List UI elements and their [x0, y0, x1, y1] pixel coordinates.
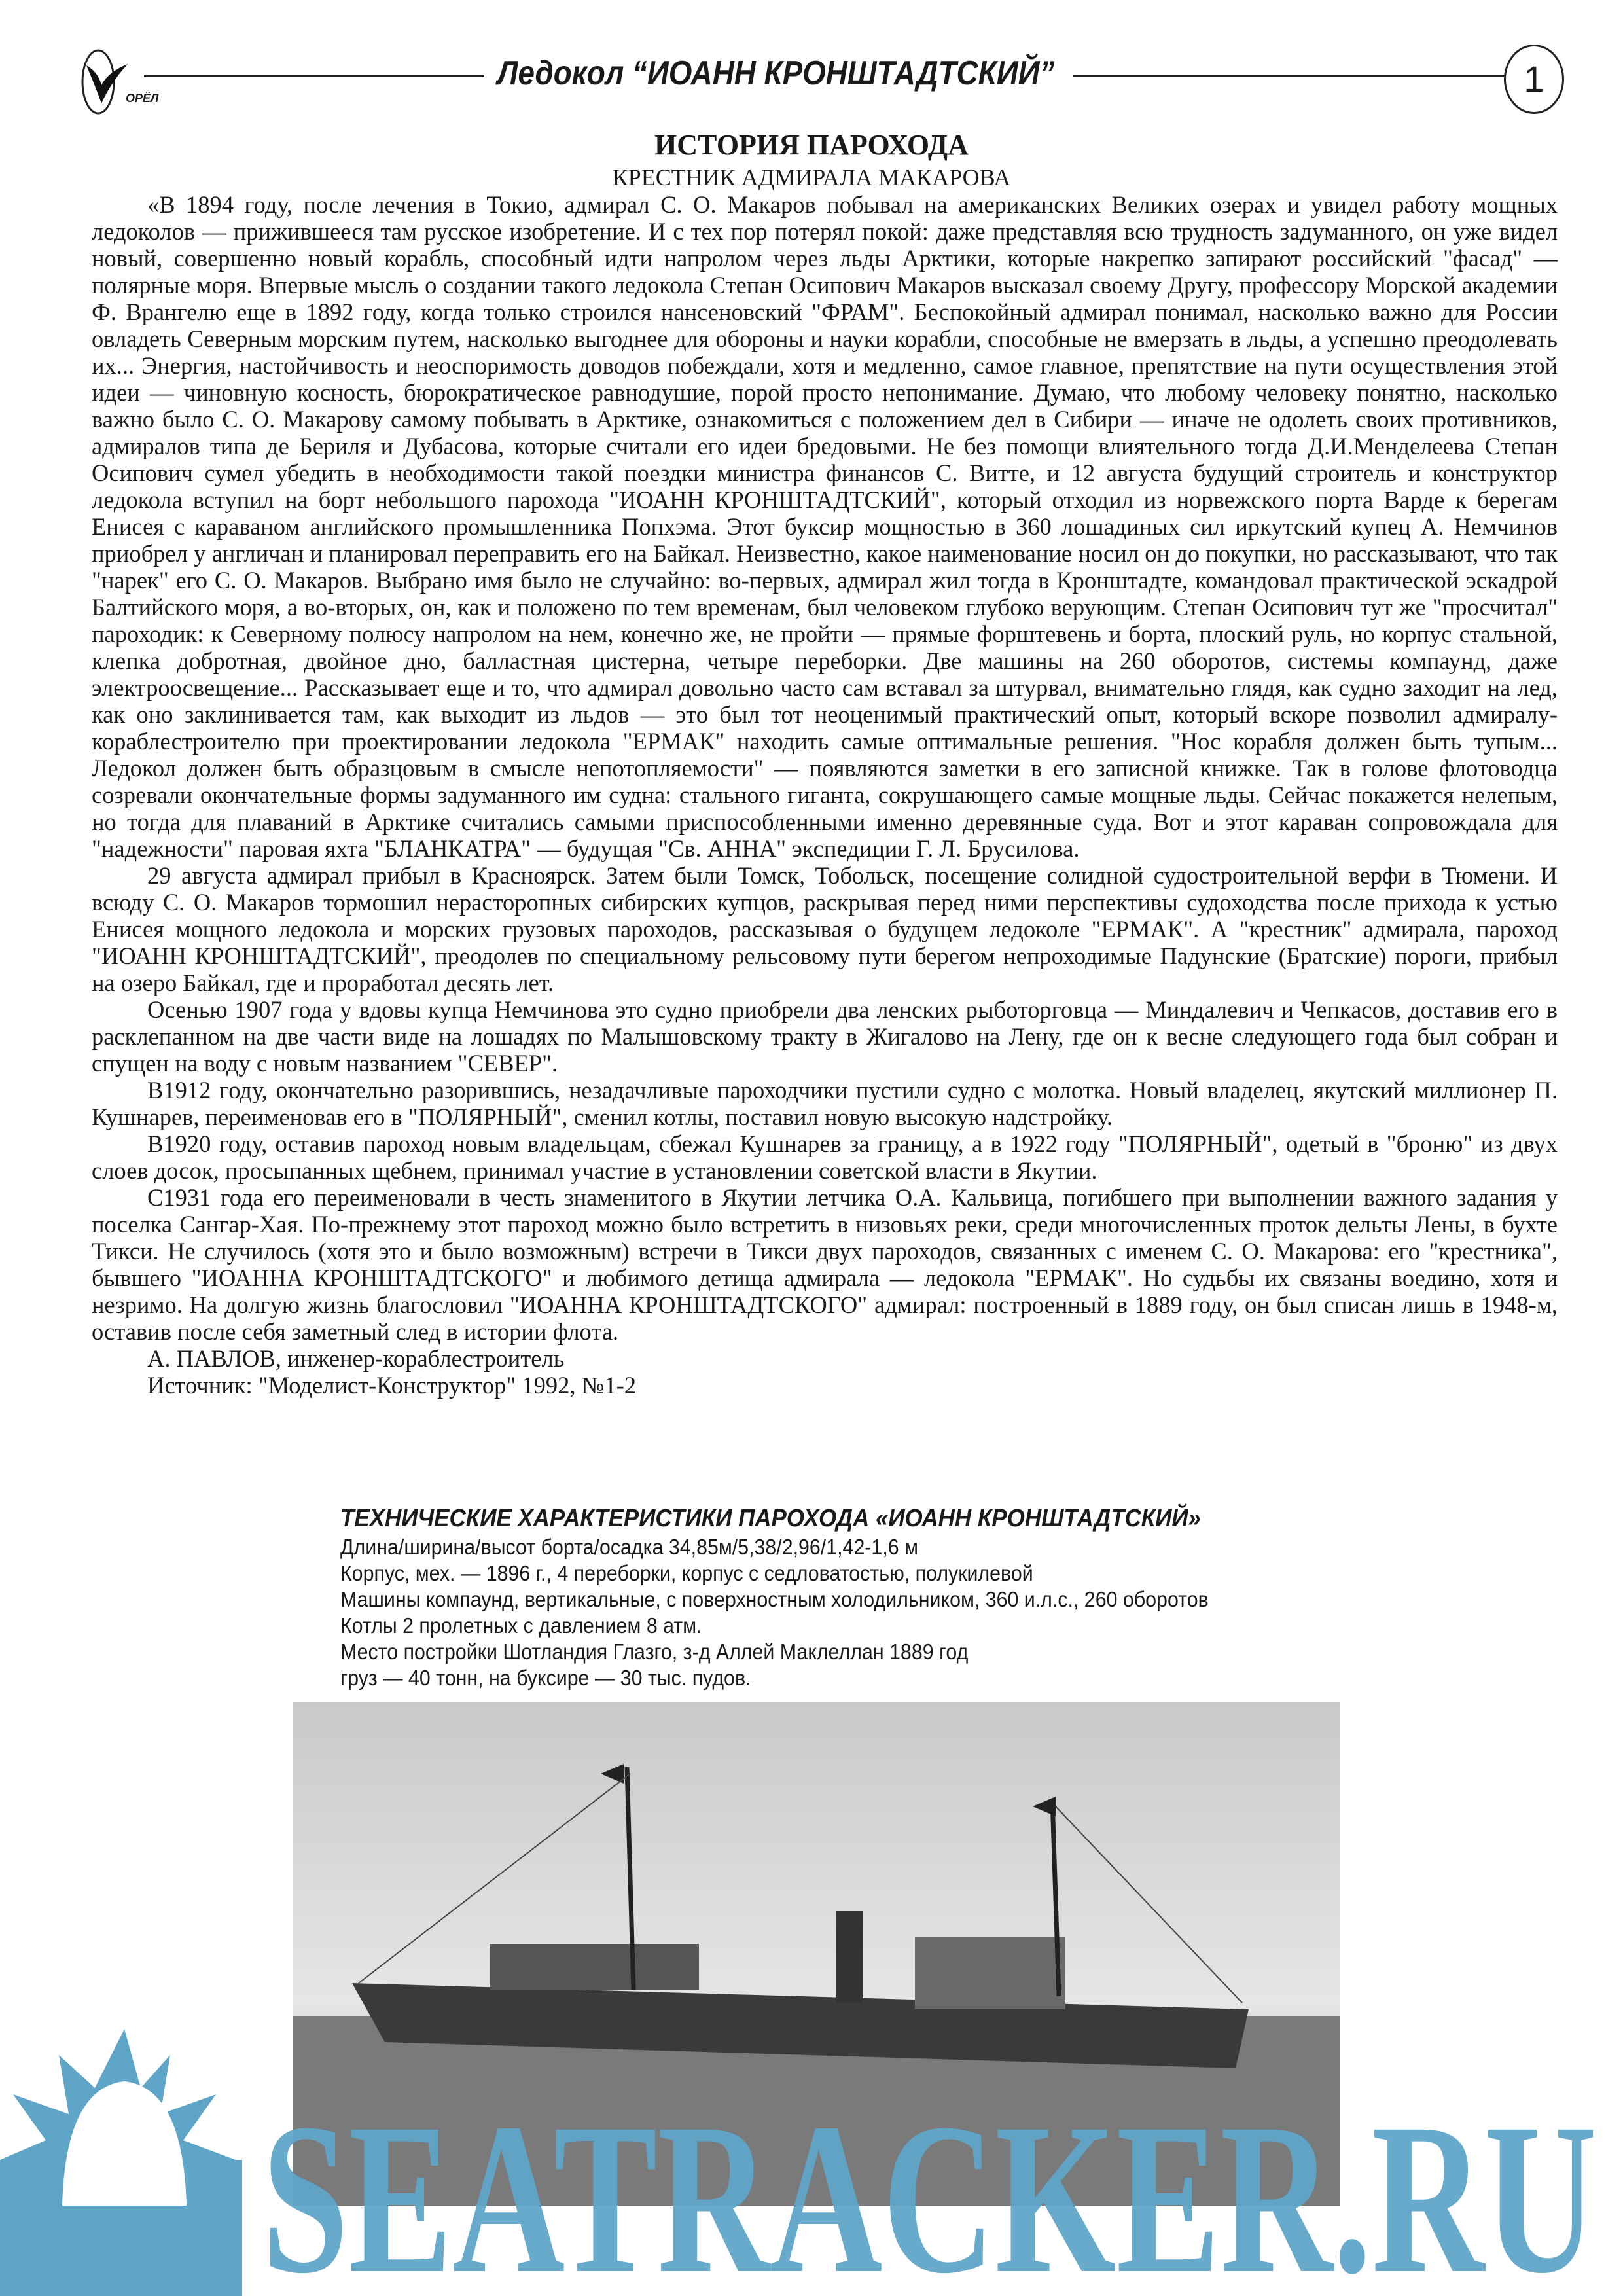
- sun-logo-icon: [0, 2029, 242, 2296]
- paragraph: В1912 году, окончательно разорившись, незадачливые пароходчики пустили судно с молотка. Новый владелец, якутский миллионер П. Кушнарев, переименовав его в "ПОЛЯРНЫЙ", сменил котлы, поставил новую высокую надстройку.: [92, 1077, 1558, 1130]
- article-subtitle: КРЕСТНИК АДМИРАЛА МАКАРОВА: [612, 164, 1011, 190]
- seatracker-watermark: [0, 2029, 1623, 2296]
- spec-line: Машины компаунд, вертикальные, с поверхностным холодильником, 360 и.л.с., 260 оборотов: [340, 1587, 1209, 1611]
- spec-line: груз — 40 тонн, на буксире — 30 тыс. пудов.: [340, 1666, 751, 1690]
- eagle-logo-icon: [79, 46, 151, 118]
- tech-specs: [340, 1505, 1209, 1691]
- paragraph: В1920 году, оставив пароход новым владельцам, сбежал Кушнарев за границу, а в 1922 году "ПОЛЯРНЫЙ", одетый в "броню" из двух слоев досок, просыпанных щебнем, принимал участие в установлении советской власти в Якутии.: [92, 1130, 1558, 1184]
- source: Источник: "Моделист-Конструктор" 1992, №1-2: [147, 1372, 637, 1399]
- spec-line: Корпус, мех. — 1896 г., 4 переборки, корпус с седловатостью, полукилевой: [340, 1561, 1033, 1585]
- header-title: Ледокол “ИОАНН КРОНШТАДТСКИЙ”: [497, 54, 1055, 92]
- spec-line: Место постройки Шотландия Глазго, з-д Аллей Маклеллан 1889 год: [340, 1640, 969, 1664]
- paragraph: 29 августа адмирал прибыл в Красноярск. Затем были Томск, Тобольск, посещение солидной судостроительной верфи в Тюмени. И всюду С. О. Макаров тормошил нерасторопных сибирских купцов, раскрывая перед ними перспективы судоходства после прихода к устью Енисея мощного ледокола и морских грузовых пароходов, рассказывая о будущем ледоколе "ЕРМАК". А "крестник" адмирала, пароход "ИОАНН КРОНШТАДТСКИЙ", преодолев по специальному рельсовому пути берегом непроходимые Падунские (Братские) пороги, прибыл на озеро Байкал, где и проработал десять лет.: [92, 862, 1558, 996]
- paragraph: Осенью 1907 года у вдовы купца Немчинова это судно приобрели два ленских рыботорговца — Миндалевич и Чепкасов, доставив его в расклепанном на две части виде на лошадях по Малышовскому тракту в Жигалово на Лену, где он к весне следующего года был собран и спущен на воду с новым названием "СЕВЕР".: [92, 996, 1558, 1077]
- spec-line: Котлы 2 пролетных с давлением 8 атм.: [340, 1613, 702, 1638]
- page-header: [79, 39, 1564, 118]
- tech-specs-title: ТЕХНИЧЕСКИЕ ХАРАКТЕРИСТИКИ ПАРОХОДА «ИОАНН КРОНШТАДТСКИЙ»: [340, 1505, 1201, 1532]
- logo-text: ОРЁЛ: [126, 92, 159, 105]
- spec-line: Длина/ширина/высот борта/осадка 34,85м/5,38/2,96/1,42-1,6 м: [340, 1535, 918, 1559]
- paragraph: С1931 года его переименовали в честь знаменитого в Якутии летчика О.А. Кальвица, погибшего при выполнении важного задания у поселка Сангар-Хая. По-прежнему этот пароход можно было встретить в низовьях реки, среди многочисленных проток дельты Лены, в бухте Тикси. Не случилось (хотя это и было возможным) встречи в Тикси двух пароходов, связанных с именем С. О. Макарова: его "крестника", бывшего "ИОАННА КРОНШТАДТСКОГО" и любимого детища адмирала — ледокола "ЕРМАК". Но судьбы их связаны воедино, хотя и незримо. На долгую жизнь благословил "ИОАННА КРОНШТАДТСКОГО" адмирал: построенный в 1889 году, он был списан лишь в 1948-м, оставив после себя заметный след в истории флота.: [92, 1184, 1558, 1345]
- article-body: [92, 191, 1558, 1399]
- page-number: 1: [1504, 45, 1564, 114]
- article-title: ИСТОРИЯ ПАРОХОДА: [654, 129, 969, 161]
- watermark-text: SEATRACKER.RU: [262, 2079, 1597, 2296]
- paragraph: «В 1894 году, после лечения в Токио, адмирал С. О. Макаров побывал на американских Великих озерах и увидел работу мощных ледоколов — прижившееся там русское изобретение. И с тех пор потерял покой: даже представляя всю трудность задуманного, он уже видел новый, совершенно новый корабль, способный идти напролом через льды Арктики, которые накрепко запирают российский "фасад" —полярные моря. Впервые мысль о создании такого ледокола Степан Осипович Макаров высказал своему Другу, профессору Морской академии Ф. Врангелю еще в 1892 году, когда только строился нансеновский "ФРАМ". Беспокойный адмирал понимал, насколько важно для России овладеть Северным морским путем, насколько выгоднее для обороны и науки корабли, способные не вмерзать в льды, а успешно преодолевать их... Энергия, настойчивость и неоспоримость доводов побеждали, хотя и медленно, самое главное, препятствие на пути осуществления этой идеи — чиновную косность, бюрократическое равнодушие, порой просто непонимание. Думаю, что любому человеку понятно, насколько важно было С. О. Макарову самому побывать в Арктике, ознакомиться с положением дел в Сибири — иначе не одолеть своих противников, адмиралов типа де Бериля и Дубасова, которые считали его идеи бредовыми. Не без помощи влиятельного тогда Д.И.Менделеева Степан Осипович сумел убедить в необходимости такой поездки министра финансов С. Витте, и 12 августа будущий строитель и конструктор ледокола вступил на борт небольшого парохода "ИОАНН КРОНШТАДТСКИЙ", который отходил из норвежского порта Варде к берегам Енисея с караваном английского промышленника Попхэма. Этот буксир мощностью в 360 лошадиных сил иркутский купец А. Немчинов приобрел у англичан и планировал переправить его на Байкал. Неизвестно, какое наименование носил он до покупки, но рассказывают, что так "нарек" его С. О. Макаров. Выбрано имя было не случайно: во-первых, адмирал жил тогда в Кронштадте, командовал практической эскадрой Балтийского моря, а во-вторых, он, как и положено по тем временам, был человеком глубоко верующим. Степан Осипович тут же "просчитал" пароходик: к Северному полюсу напролом на нем, конечно же, не пройти — прямые форштевень и борта, плоский руль, но корпус стальной, клепка добротная, двойное дно, балластная цистерна, четыре переборки. Две машины на 260 оборотов, системы компаунд, даже электроосвещение... Рассказывает еще и то, что адмирал довольно часто сам вставал за штурвал, внимательно глядя, как судно заходит на лед, как оно заклинивается там, как выходит из льдов — это был тот неоценимый практический опыт, который вскоре позволил адмиралу-кораблестроителю при проектировании ледокола "ЕРМАК" находить самые оптимальные решения. "Нос корабля должен быть тупым... Ледокол должен быть образцовым в смысле непотопляемости" — появляются заметки в его записной книжке. Так в голове флотоводца созревали окончательные формы задуманного им судна: стального гиганта, сокрушающего самые мощные льды. Сейчас покажется нелепым, но тогда для плаваний в Арктике считались самыми приспособленными именно деревянные суда. Вот и этот караван сопровождала для "надежности" паровая яхта "БЛАНКАТРА" — будущая "Св. АННА" экспедиции Г. Л. Брусилова.: [92, 191, 1558, 862]
- header-rule-right: [1073, 75, 1505, 77]
- header-rule-left: [144, 75, 484, 77]
- author: А. ПАВЛОВ, инженер-кораблестроитель: [147, 1345, 565, 1372]
